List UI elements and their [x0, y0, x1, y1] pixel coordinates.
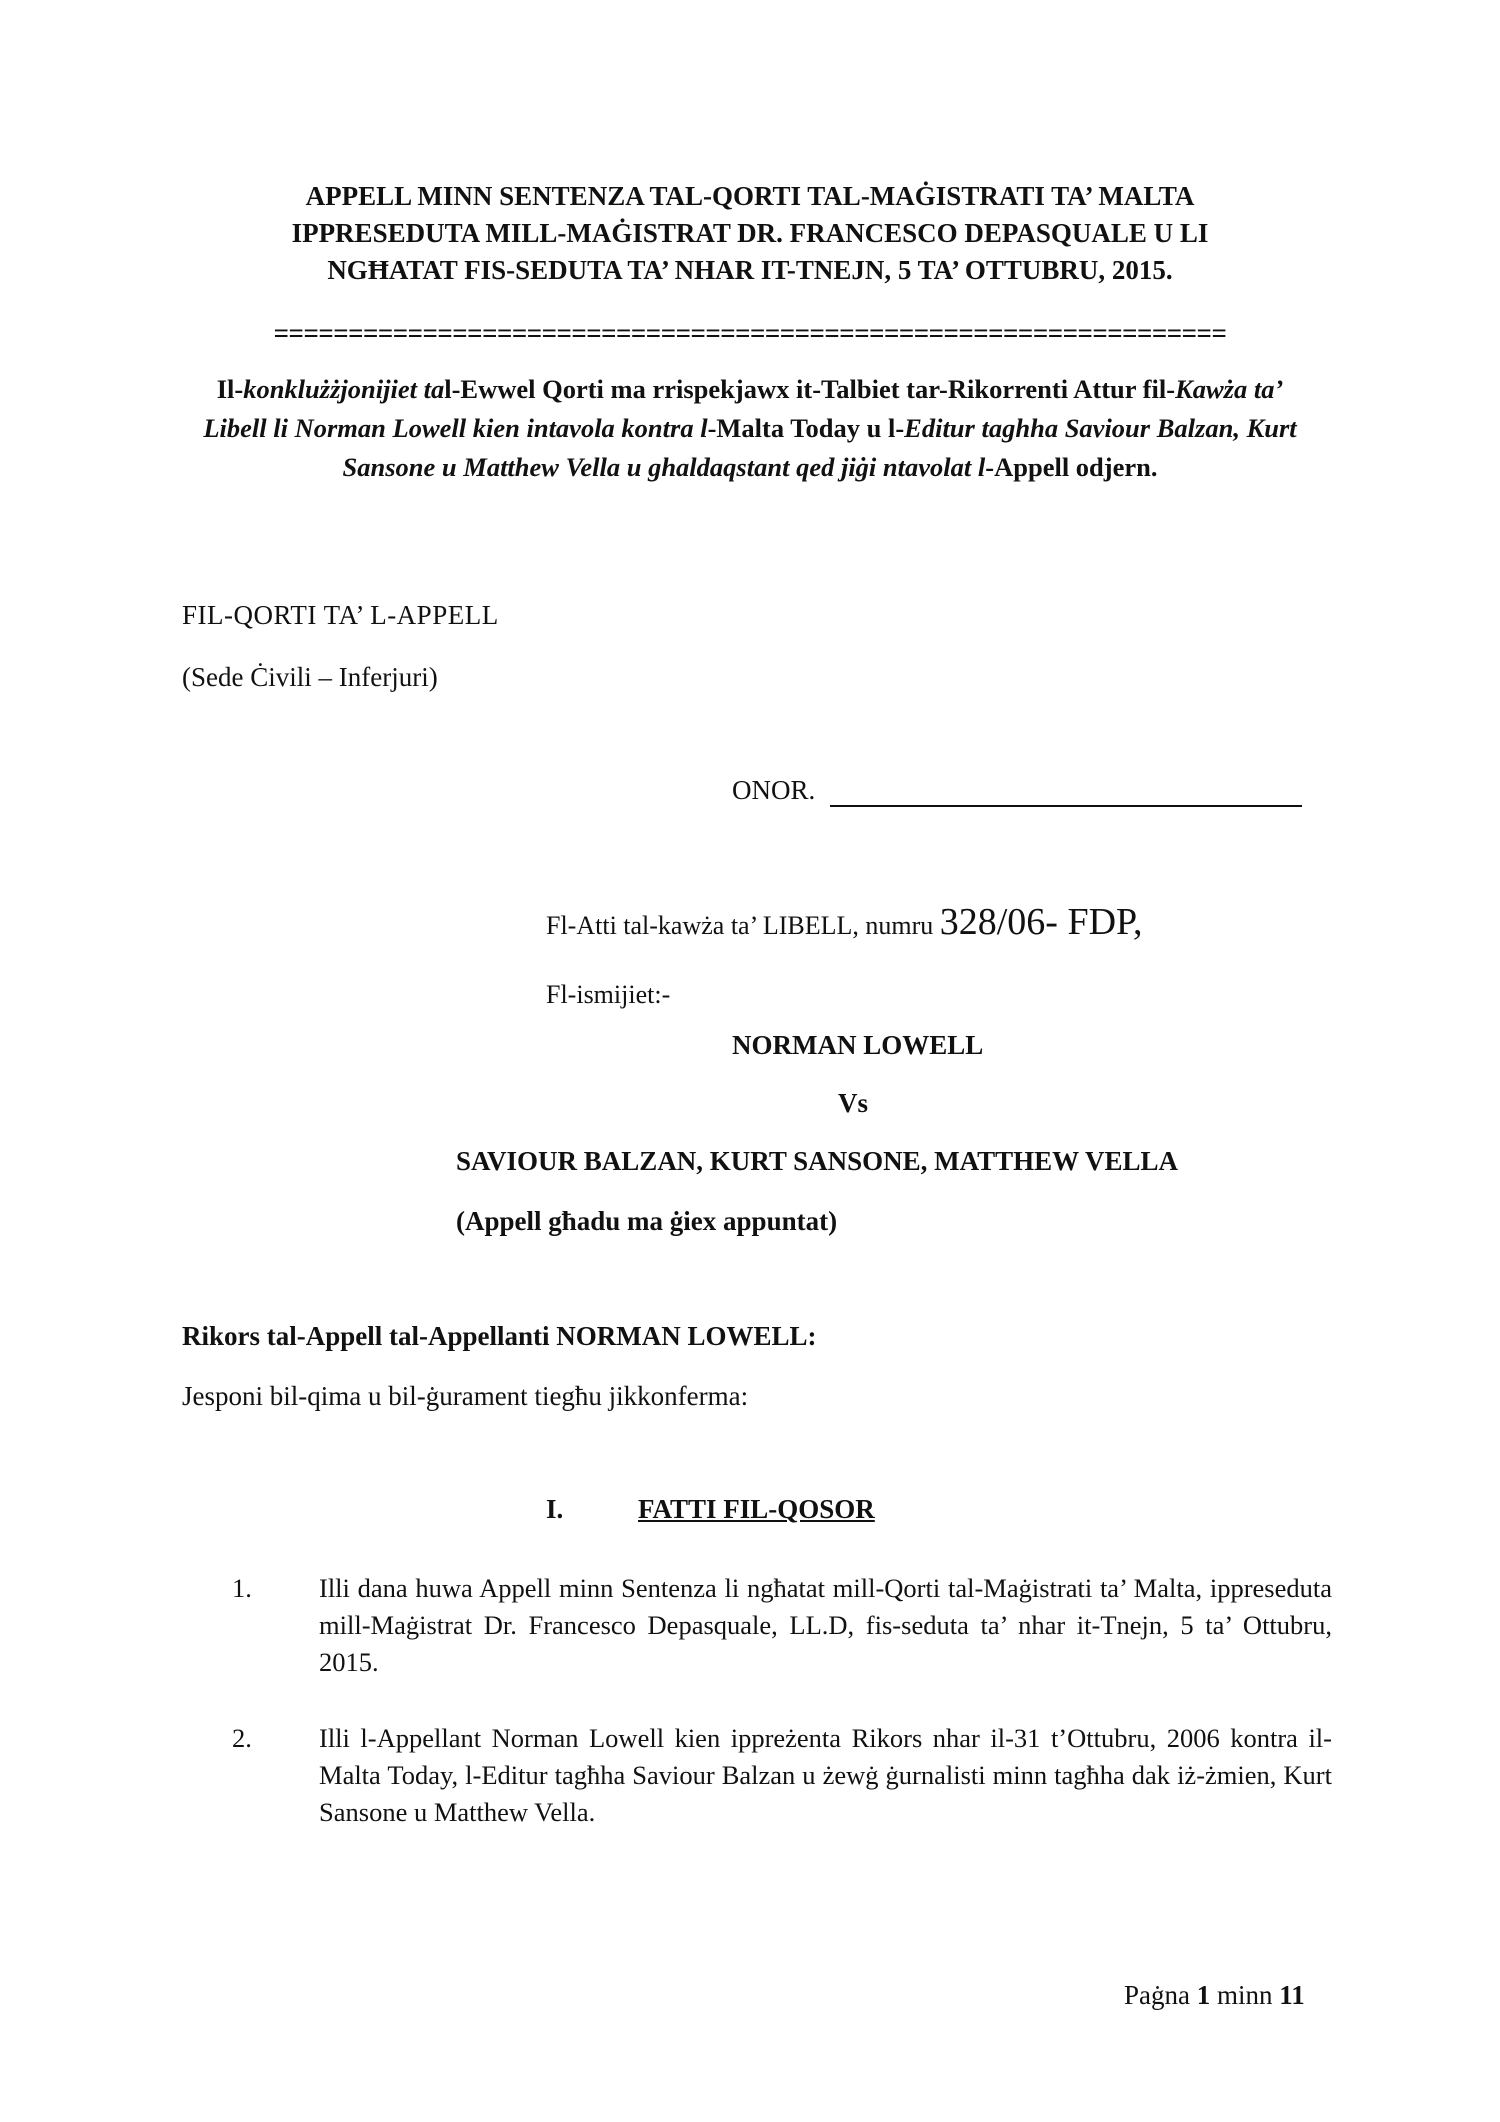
separator-rule: ================================================================: [273, 318, 1227, 348]
paragraph-number: 1.: [232, 1573, 252, 1603]
page-label: Paġna: [1124, 1980, 1190, 2010]
paragraph-text: Illi dana huwa Appell minn Sentenza li ngħatat mill-Qorti tal-Maġistrati ta’ Malta, ippreseduta mill-Maġistrat Dr. Francesco Depasquale, LL.D, fis-seduta ta’ nhar it-Tnejn, 5 ta’ Ottubru, 2015.: [319, 1573, 1332, 1677]
total-pages: 11: [1279, 1980, 1305, 2010]
summary-part: l-Ewwel Qorti ma rrispekjawx it-Talbiet tar-Rikorrenti Attur fil-: [444, 374, 1176, 404]
rikors-intro: Jesponi bil-qima u bil-ġurament tiegħu jikkonferma:: [182, 1381, 749, 1411]
section-title: FATTI FIL-QOSOR: [638, 1494, 875, 1524]
onor-signature-line: [830, 805, 1302, 807]
numbered-paragraph: [182, 1570, 1332, 1681]
paragraph-number: 2.: [232, 1723, 252, 1753]
page-of-label: minn: [1216, 1980, 1273, 2010]
summary-part: -Malta Today u l-: [707, 413, 905, 443]
court-name: FIL-QORTI TA’ L-APPELL: [182, 600, 499, 630]
section-heading: [546, 1494, 875, 1525]
onor-label: ONOR.: [732, 775, 816, 805]
rikors-title: Rikors tal-Appell tal-Appellanti NORMAN LOWELL:: [182, 1321, 817, 1351]
versus-label: Vs: [838, 1088, 869, 1118]
summary-part-italic: Kawża ta’ Libell li Norman Lowell kien intavola kontra l: [203, 374, 1284, 443]
summary-part: -Appell odjern.: [985, 452, 1158, 482]
case-reference: [546, 900, 1142, 944]
appeal-status: (Appell għadu ma ġiex appuntat): [456, 1206, 838, 1236]
current-page: 1: [1196, 1980, 1211, 2010]
page-number: [1124, 1980, 1305, 2011]
summary-paragraph: [190, 370, 1310, 487]
court-sede: (Sede Ċivili – Inferjuri): [182, 662, 438, 692]
appeal-title: [0, 178, 1500, 289]
summary-part-italic: Editur taghha Saviour Balzan, Kurt Sansone u Matthew Vella u ghaldaqstant qed jiġi ntavolat l: [342, 413, 1297, 482]
summary-part: Il-: [216, 374, 244, 404]
appeal-title-line-2: IPPRESEDUTA MILL-MAĠISTRAT DR. FRANCESCO DEPASQUALE U LI: [291, 218, 1209, 248]
case-names-label: Fl-ismijiet:-: [546, 980, 671, 1009]
summary-part-italic: konklużżjonijiet ta: [243, 374, 445, 404]
paragraph-text: Illi l-Appellant Norman Lowell kien ippreżenta Rikors nhar il-31 t’Ottubru, 2006 kontra il-Malta Today, l-Editur tagħha Saviour Balzan u żewġ ġurnalisti minn tagħha dak iż-żmien, Kurt Sansone u Matthew Vella.: [319, 1723, 1332, 1827]
appeal-title-line-1: APPELL MINN SENTENZA TAL-QORTI TAL-MAĠISTRATI TA’ MALTA: [305, 181, 1195, 211]
appeal-title-line-3: NGĦATAT FIS-SEDUTA TA’ NHAR IT-TNEJN, 5 TA’ OTTUBRU, 2015.: [327, 255, 1173, 285]
section-number: I.: [546, 1494, 564, 1524]
case-reference-prefix: Fl-Atti tal-kawża ta’ LIBELL, numru: [546, 911, 940, 940]
defendant-names: SAVIOUR BALZAN, KURT SANSONE, MATTHEW VELLA: [456, 1146, 1178, 1176]
numbered-paragraph: [182, 1720, 1332, 1831]
plaintiff-name: NORMAN LOWELL: [732, 1030, 984, 1060]
case-number: 328/06- FDP,: [939, 901, 1143, 943]
